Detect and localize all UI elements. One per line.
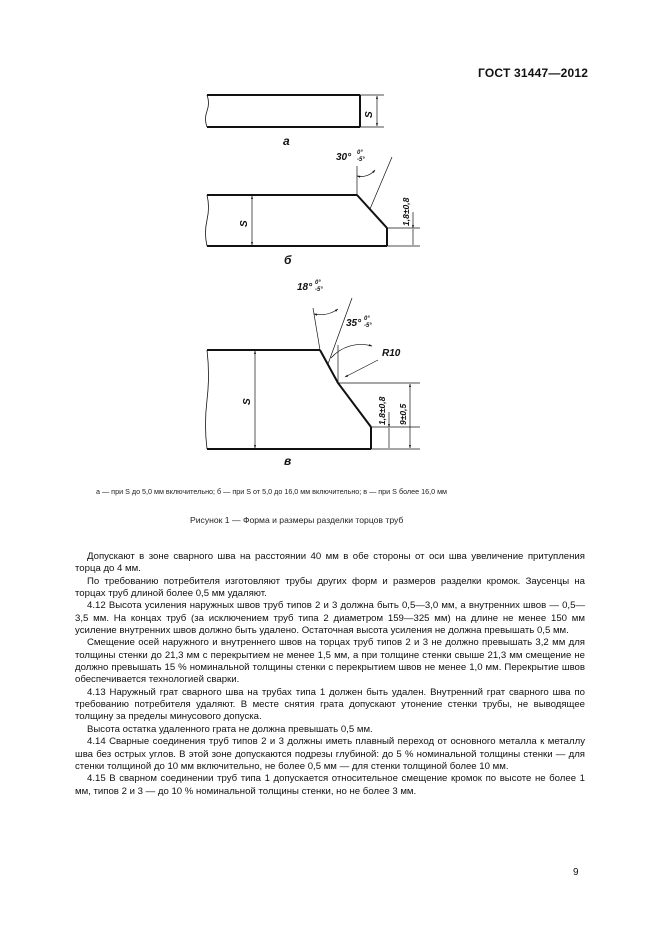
figure-c-drawing	[206, 298, 421, 449]
paragraph: 4.14 Сварные соединения труб типов 2 и 3 должны иметь плавный переход от основного металла к металлу шва без острых углов. В этой зоне допускаются подрезы глубиной: до 5 % номинальной толщины стенки — для стенки толщиной до 10 мм включительно, не более 0,5 мм — для стенки толщиной более 10 мм.	[75, 736, 585, 772]
paragraph: Допускают в зоне сварного шва на расстоянии 40 мм в обе стороны от оси шва увеличение притупления торца до 4 мм.	[75, 551, 585, 575]
page-number: 9	[573, 867, 579, 878]
figure-b-root-face: 1,8±0,8	[401, 197, 411, 226]
paragraph: 4.13 Наружный грат сварного шва на трубах типа 1 должен быть удален. Внутренний грат сварного шва по требованию потребителя удаляют. В месте снятия грата допускают утонение стенки трубы, не выводящее толщину за пределы минусового допуска.	[75, 686, 585, 723]
paragraph: Смещение осей наружного и внутреннего швов на торцах труб типов 2 и 3 не должно превышать 3,2 мм для толщины стенки до 21,3 мм с перекрытием не менее 1,5 мм, а при толщине стенки свыше 21,3 мм смещение не должно превышать 15 % номинальной толщины стенки с перекрытием швов не менее 1,0 мм. Перекрытие швов обеспечивается технологией сварки.	[75, 637, 585, 686]
paragraph: Высота остатка удаленного грата не должна превышать 0,5 мм.	[87, 723, 373, 735]
figure-c-label: в	[284, 454, 292, 468]
figure-legend: а — при S до 5,0 мм включительно; б — при S от 5,0 до 16,0 мм включительно; в — при S более 16,0 мм	[96, 487, 447, 496]
figure-c-thickness: S	[242, 398, 253, 405]
paragraph: 4.12 Высота усиления наружных швов труб типов 2 и 3 должна быть 0,5—3,0 мм, а внутренних швов — 0,5—3,5 мм. На концах труб (за исключением труб типа 2 диаметром 159—325 мм) на длине не менее 150 мм усиление внутренних швов должно быть удалено. Остаточная высота усиления не должна превышать 0,5 мм.	[75, 600, 585, 637]
paragraph: 4.15 В сварном соединении труб типа 1 допускается относительное смещение кромок по высоте не более 1 мм, типов 2 и 3 — до 10 % номинальной толщины стенки, но не более 3 мм.	[75, 773, 585, 797]
figure-c-bevel-depth: 9±0,5	[398, 403, 408, 425]
figure-c-angle-2: 35°	[346, 318, 362, 329]
figure-c-radius: R10	[382, 348, 401, 359]
figure-b-angle-tol-bot: -5°	[357, 157, 365, 163]
figure-b-angle-tol-top: 0°	[357, 150, 363, 156]
figure-b-label: б	[284, 253, 292, 267]
figure-b-drawing	[206, 157, 421, 246]
figure-title: Рисунок 1 — Форма и размеры разделки торцов труб	[190, 515, 404, 525]
figure-a-drawing	[206, 95, 385, 127]
figure-a-thickness: S	[364, 111, 375, 118]
paragraph: По требованию потребителя изготовляют трубы других форм и размеров разделки кромок. Заусенцы на торцах труб длиной более 0,5 мм удаляют.	[75, 575, 585, 600]
figure-c-angle-1: 18°	[297, 282, 313, 293]
figure-c-angle-1-tol-bot: -5°	[315, 287, 323, 293]
figure-c-root-face: 1,8±0,8	[377, 396, 387, 425]
figure-c-angle-2-tol-top: 0°	[364, 316, 370, 322]
figure-c-angle-2-tol-bot: -5°	[364, 323, 372, 329]
figure-b-thickness: S	[239, 220, 250, 227]
figure-b-angle: 30°	[336, 152, 352, 163]
figure-a-label: а	[283, 134, 290, 148]
body-text	[75, 551, 585, 798]
standard-header: ГОСТ 31447—2012	[478, 66, 589, 80]
figure-c-angle-1-tol-top: 0°	[315, 280, 321, 286]
